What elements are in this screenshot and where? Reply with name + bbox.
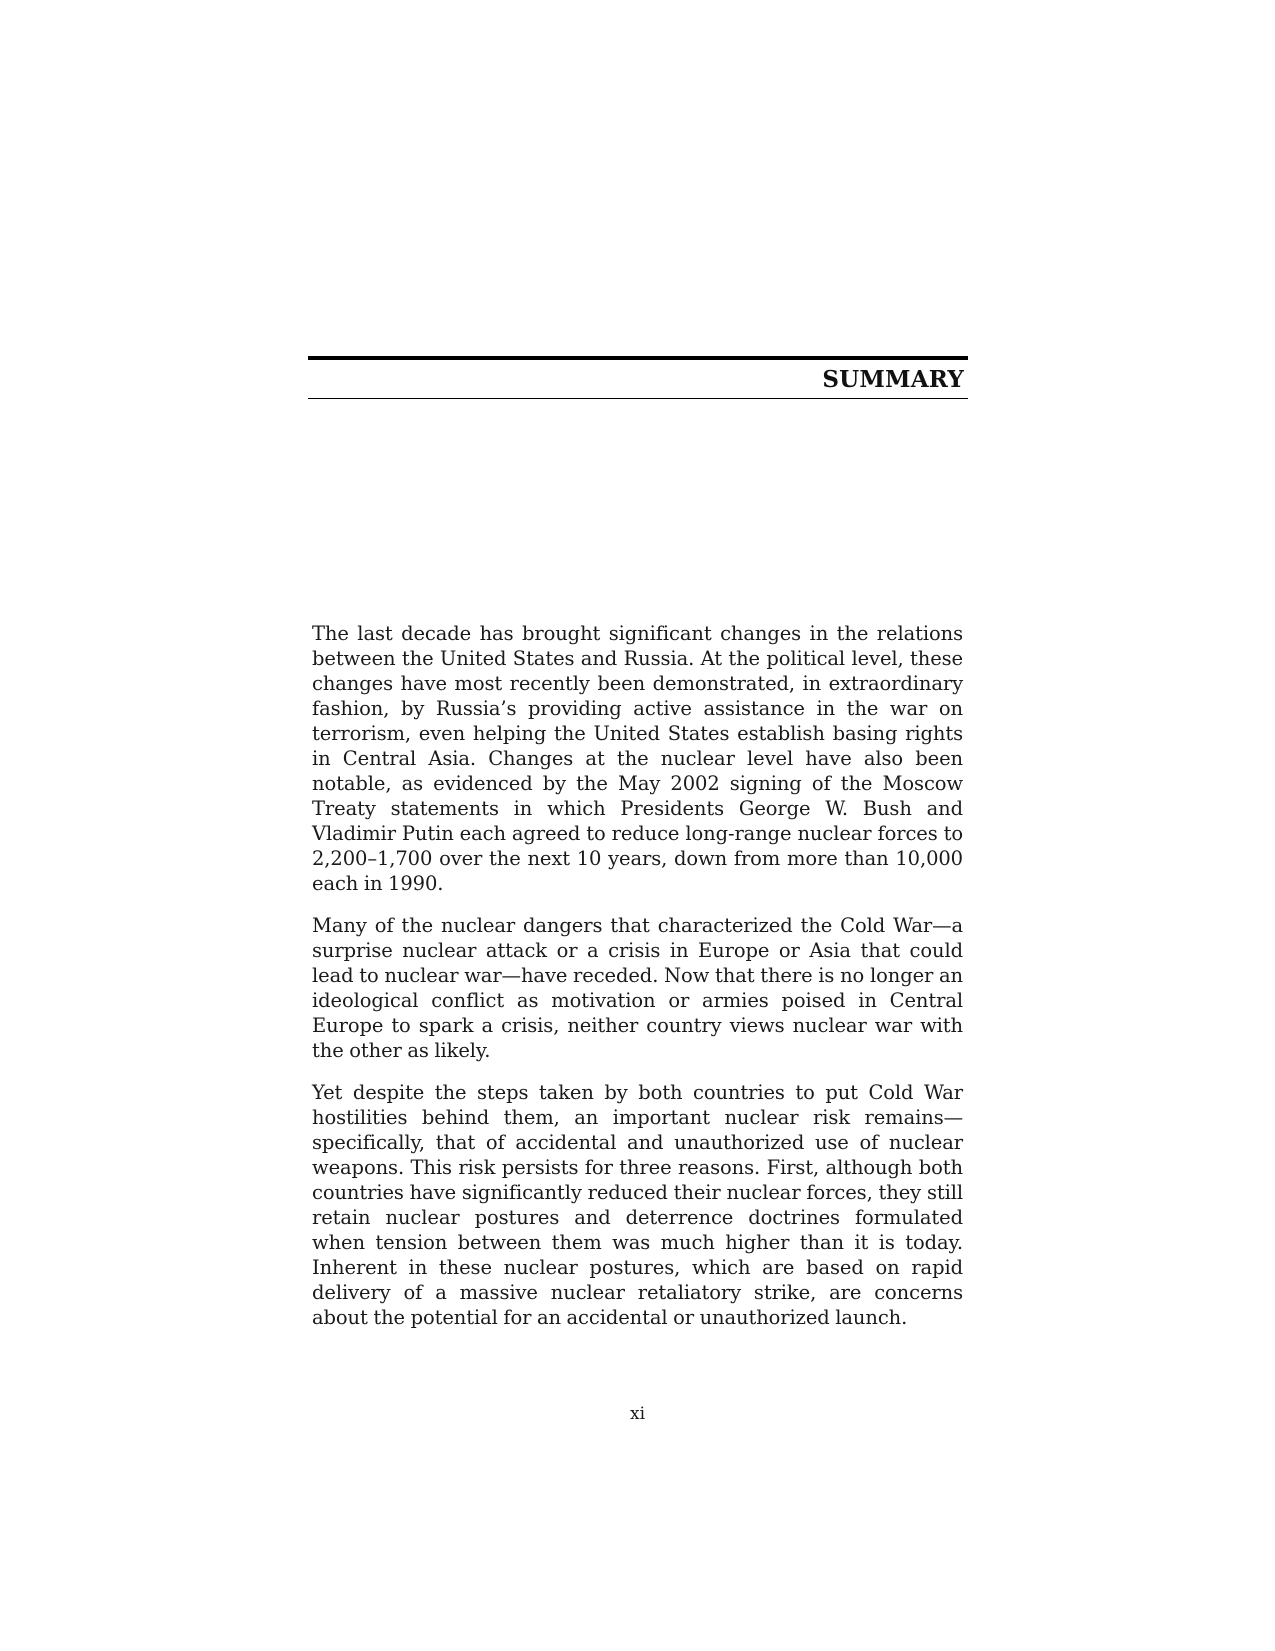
chapter-header [308, 356, 968, 399]
header-bottom-rule [308, 398, 968, 399]
paragraph: Many of the nuclear dangers that characterized the Cold War—a surprise nuclear attack or a crisis in Europe or Asia that could lead to nuclear war—have receded. Now that there is no longer an ideological conflict as motivation or armies poised in Central Europe to spark a crisis, neither country views nuclear war with the other as likely. [312, 914, 963, 1062]
body-text [312, 621, 963, 1347]
header-top-rule [308, 356, 968, 360]
chapter-title: SUMMARY [822, 366, 964, 393]
paragraph: The last decade has brought significant changes in the relations between the United States and Russia. At the political level, these changes have most recently been demonstrated, in extraordinary fashion, by Russia’s providing active assistance in the war on terrorism, even helping the United States establish basing rights in Central Asia. Changes at the nuclear level have also been notable, as evidenced by the May 2002 signing of the Moscow Treaty statements in which Presidents George W. Bush and Vladimir Putin each agreed to reduce long-range nuclear forces to 2,200–1,700 over the next 10 years, down from more than 10,000 each in 1990. [312, 622, 963, 895]
paragraph: Yet despite the steps taken by both countries to put Cold War hostilities behind them, an important nuclear risk remains—specifically, that of accidental and unauthorized use of nuclear weapons. This risk persists for three reasons. First, although both countries have significantly reduced their nuclear forces, they still retain nuclear postures and deterrence doctrines formulated when tension between them was much higher than it is today. Inherent in these nuclear postures, which are based on rapid delivery of a massive nuclear retaliatory strike, are concerns about the potential for an accidental or unauthorized launch. [312, 1081, 963, 1329]
page-number: xi [629, 1404, 646, 1424]
